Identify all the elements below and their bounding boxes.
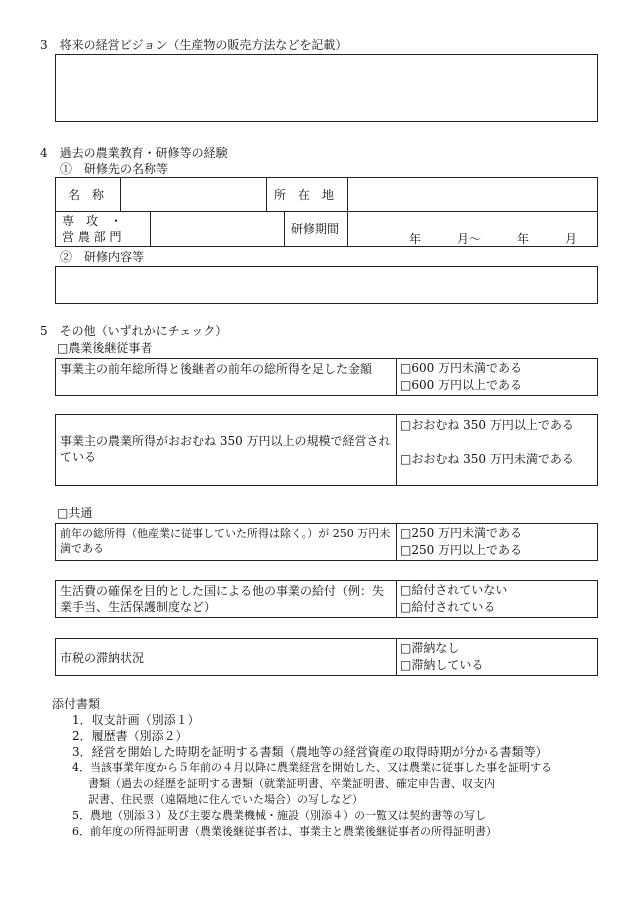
period-value[interactable]: 年 月～ 年 月: [409, 232, 578, 246]
successor-checkbox-heading[interactable]: □農業後継従事者: [57, 341, 153, 355]
name-label: 名 称: [68, 188, 105, 202]
attachment-item: 4．当該事業年度から５年前の４月以降に農業経営を開始した、又は農業に従事した事を証明する: [72, 761, 552, 774]
q4-option-received[interactable]: □給付されている: [400, 600, 496, 614]
location-label: 所 在 地: [274, 188, 335, 202]
question-farm-income: [55, 414, 598, 486]
attachment-item: 2．履歴書（別添２）: [72, 729, 188, 743]
vision-textbox[interactable]: [55, 54, 598, 122]
location-field[interactable]: [349, 180, 595, 209]
major-label-line2: 営 農 部 門: [62, 230, 122, 244]
q3-option-over250[interactable]: □250 万円以上である: [400, 543, 523, 557]
major-label-line1: 専 攻 ・: [62, 214, 123, 228]
question-tax-arrears: [55, 638, 598, 676]
q2-option-over350[interactable]: □おおむね 350 万円以上である: [400, 418, 574, 432]
q1-option-over600[interactable]: □600 万円以上である: [400, 378, 523, 392]
period-label: 研修期間: [291, 222, 340, 236]
common-checkbox-heading[interactable]: □共通: [57, 506, 93, 520]
section3-title: 3 将来の経営ビジョン（生産物の販売方法などを記載）: [40, 38, 348, 52]
training-content-textbox[interactable]: [55, 266, 598, 304]
attachment-item: 1．収支計画（別添１）: [72, 713, 200, 727]
training-content-subheading: ② 研修内容等: [60, 250, 145, 264]
attachment-item: 5．農地（別添３）及び主要な農業機械・施設（別添４）の一覧又は契約書等の写し: [72, 809, 486, 822]
q2-option-under350[interactable]: □おおむね 350 万円未満である: [400, 452, 574, 466]
major-field[interactable]: [152, 213, 282, 244]
q4-option-not-received[interactable]: □給付されていない: [400, 583, 508, 597]
training-info-table: [55, 177, 598, 247]
question-other-benefits: [55, 580, 598, 618]
q3-option-under250[interactable]: □250 万円未満である: [400, 526, 523, 540]
q3-text: 前年の総所得（他産業に従事していた所得は除く。）が 250 万円未満である: [60, 527, 391, 555]
training-name-subheading: ① 研修先の名称等: [60, 162, 169, 176]
q5-text: 市税の滞納状況: [60, 651, 145, 665]
q5-option-in-arrears[interactable]: □滞納している: [400, 658, 484, 672]
q5-option-none[interactable]: □滞納なし: [400, 641, 460, 655]
attachment-item-continued: 訳書、住民票（遠隔地に住んでいた場合）の写しなど）: [88, 793, 363, 806]
attachments-heading: 添付書類: [52, 697, 101, 711]
attachment-item-continued: 書類（過去の経歴を証明する書類（就業証明書、卒業証明書、確定申告書、収支内: [88, 777, 495, 790]
section4-title: 4 過去の農業教育・研修等の経験: [40, 146, 228, 160]
attachment-item: 3．経営を開始した時期を証明する書類（農地等の経営資産の取得時期が分かる書類等）: [72, 745, 548, 759]
q4-text: 生活費の確保を目的とした国による他の事業の給付（例：失業手当、生活保護制度など）: [60, 584, 385, 615]
question-income-sum: [55, 358, 598, 396]
q1-option-under600[interactable]: □600 万円未満である: [400, 361, 523, 375]
attachment-item: 6．前年度の所得証明書（農業後継従事者は、事業主と農業後継従事者の所得証明書）: [72, 825, 497, 838]
section5-title: 5 その他（いずれかにチェック）: [40, 324, 228, 338]
q2-text: 事業主の農業所得がおおむね 350 万円以上の規模で経営されている: [60, 434, 391, 465]
question-total-income: [55, 523, 598, 561]
q1-text: 事業主の前年総所得と後継者の前年の総所得を足した金額: [60, 362, 373, 376]
name-field[interactable]: [122, 180, 264, 209]
